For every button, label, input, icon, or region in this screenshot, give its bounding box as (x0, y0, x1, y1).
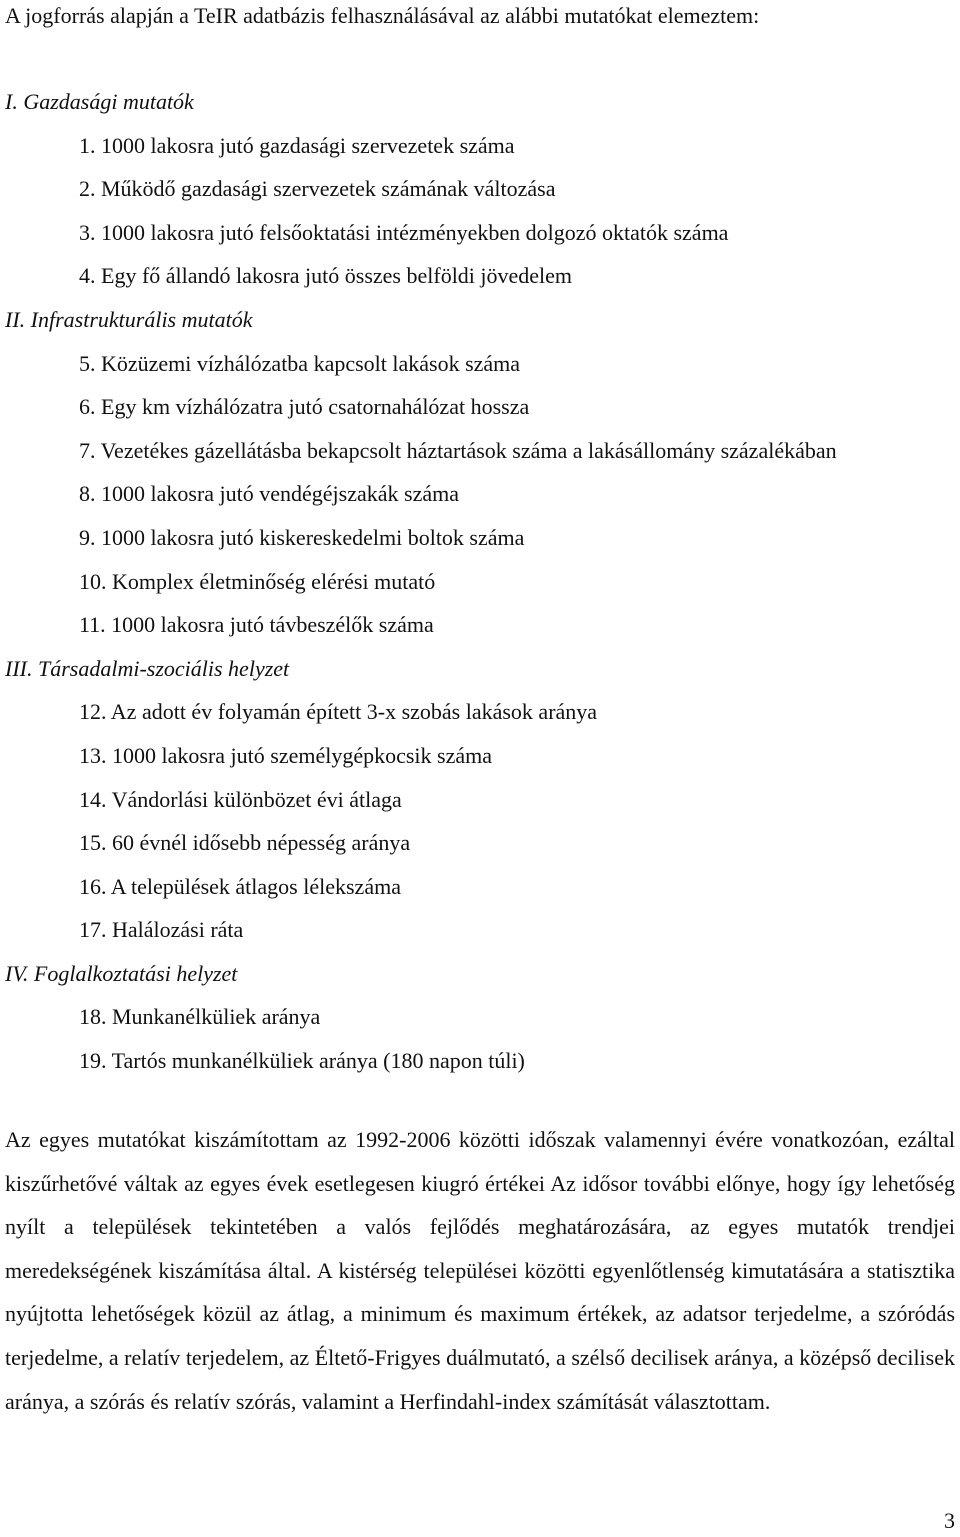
list-item: 7. Vezetékes gázellátásba bekapcsolt háztartások száma a lakásállomány százalékában (79, 437, 837, 463)
section-title: III. Társadalmi-szociális helyzet (5, 655, 290, 681)
page-number: 3 (944, 1508, 955, 1533)
list-item: 18. Munkanélküliek aránya (79, 1004, 321, 1030)
list-item: 12. Az adott év folyamán épített 3-x szobás lakások aránya (79, 699, 598, 725)
list-item: 5. Közüzemi vízhálózatba kapcsolt lakások száma (79, 350, 521, 376)
list-item: 9. 1000 lakosra jutó kiskereskedelmi boltok száma (79, 524, 525, 550)
section-title: IV. Foglalkoztatási helyzet (5, 960, 238, 986)
list-item: 1. 1000 lakosra jutó gazdasági szervezetek száma (79, 132, 515, 158)
list-item: 4. Egy fő állandó lakosra jutó összes belföldi jövedelem (79, 263, 573, 289)
list-item: 19. Tartós munkanélküliek aránya (180 napon túli) (79, 1048, 525, 1074)
section-title: II. Infrastrukturális mutatók (5, 306, 253, 332)
list-item: 11. 1000 lakosra jutó távbeszélők száma (79, 612, 434, 638)
intro-text: A jogforrás alapján a TeIR adatbázis felhasználásával az alábbi mutatókat elemeztem: (5, 3, 760, 28)
list-item: 14. Vándorlási különbözet évi átlaga (79, 786, 402, 812)
list-item: 3. 1000 lakosra jutó felsőoktatási intézményekben dolgozó oktatók száma (79, 219, 729, 245)
list-item: 15. 60 évnél idősebb népesség aránya (79, 830, 411, 856)
list-item: 2. Működő gazdasági szervezetek számának változása (79, 176, 556, 202)
indicator-list (0, 80, 960, 1083)
body-paragraph: Az egyes mutatókat kiszámítottam az 1992-2006 közötti időszak valamennyi évére vonatkozóan, ezáltal kiszűrhetővé váltak az egyes évek esetlegesen kiugró értékei Az idősor további előnye, hogy így lehetőség nyílt a települések tekintetében a valós fejlődés meghatározására, az egyes mutatók trendjei meredekségének kiszámítása által. A kistérség települései közötti egyenlőtlenség kimutatására a statisztika nyújtotta lehetőségek közül az átlag, a minimum és maximum értékek, az adatsor terjedelme, a szóródás terjedelme, a relatív terjedelem, az Éltető-Frigyes duálmutató, a szélső decilisek aránya, a középső decilisek aránya, a szórás és relatív szórás, valamint a Herfindahl-index számítását választottam. (5, 1127, 955, 1414)
section-title: I. Gazdasági mutatók (5, 89, 194, 114)
list-item: 13. 1000 lakosra jutó személygépkocsik száma (79, 742, 493, 768)
list-item: 16. A települések átlagos lélekszáma (79, 873, 401, 899)
list-item: 17. Halálozási ráta (79, 917, 244, 943)
list-item: 10. Komplex életminőség elérési mutató (79, 568, 436, 594)
list-item: 8. 1000 lakosra jutó vendégéjszakák száma (79, 481, 459, 507)
list-item: 6. Egy km vízhálózatra jutó csatornahálózat hossza (79, 394, 530, 420)
